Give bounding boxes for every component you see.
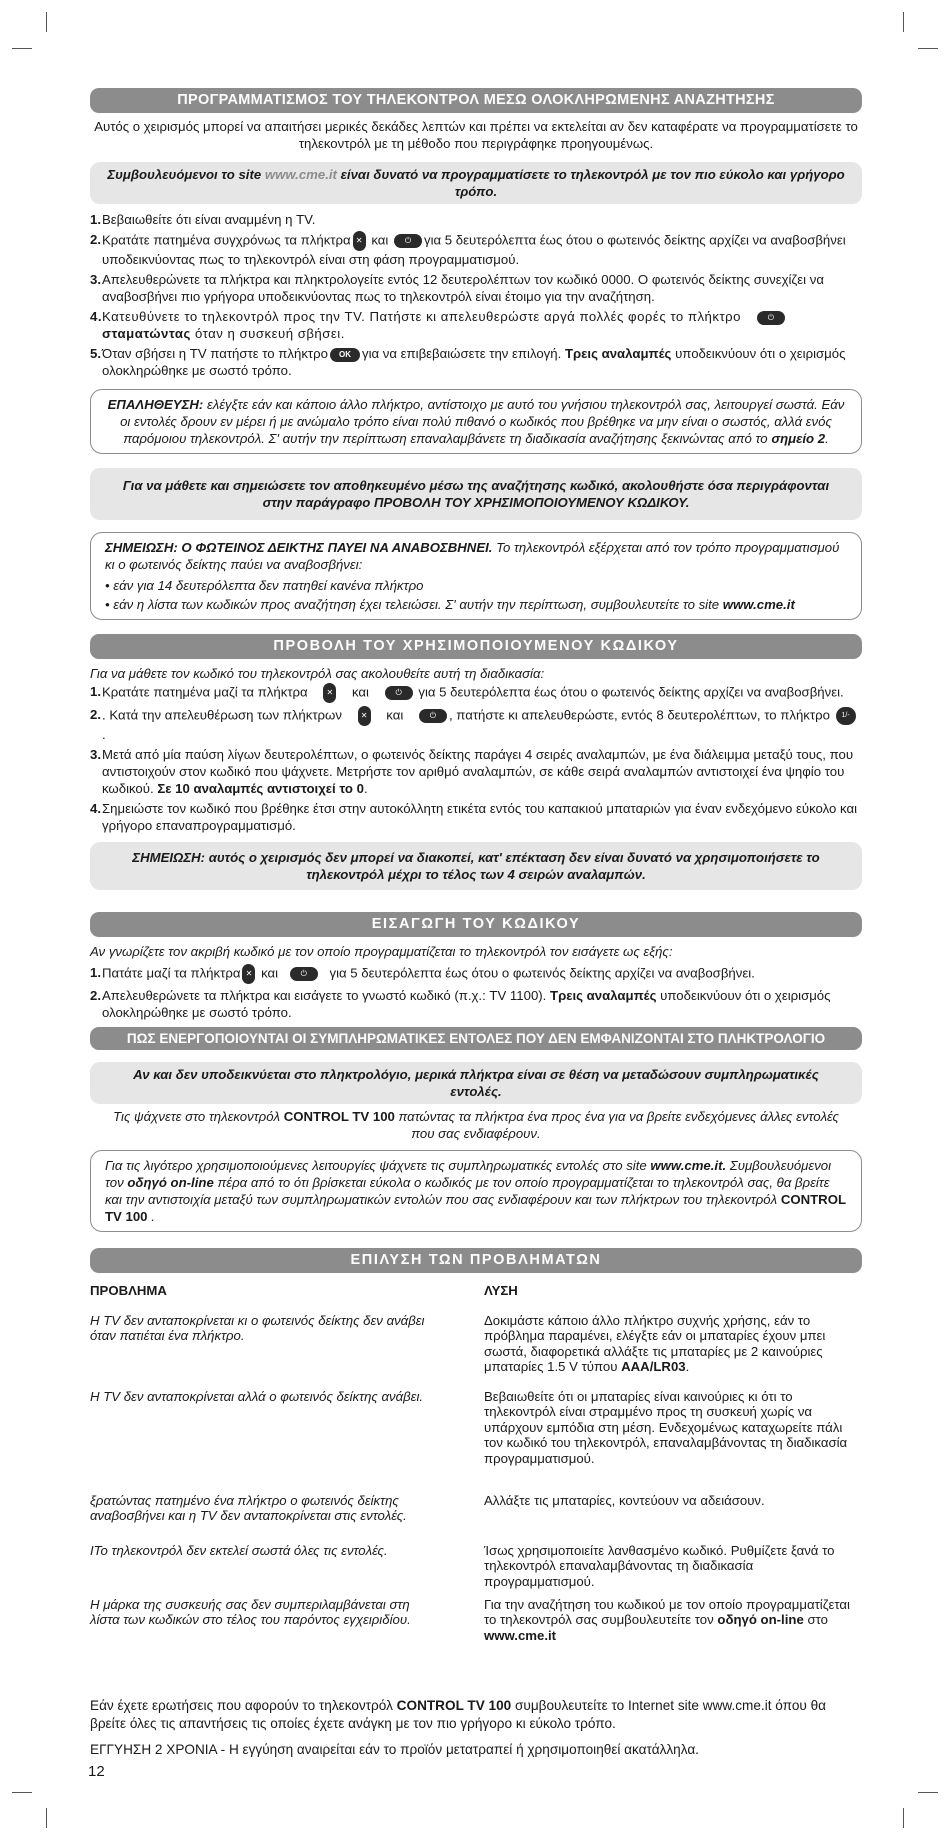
full-search-steps (90, 211, 862, 379)
crop-mark (12, 48, 32, 49)
section-title-view-code: ΠΡΟΒΟΛΗ ΤΟΥ ΧΡΗΣΙΜΟΠΟΙΟΥΜΕΝΟΥ ΚΩΔΙΚΟΥ (90, 634, 862, 659)
section-title-troubleshooting: ΕΠΙΛΥΣΗ ΤΩΝ ΠΡΟΒΛΗΜΑΤΩΝ (90, 1248, 862, 1273)
power-button-icon: ⏻ (419, 709, 447, 723)
step-3: 3. Απελευθερώνετε τα πλήκτρα και πληκτρολογείτε εντός 12 δευτερολέπτων τον κωδικό 0000. Ο φωτεινός δείκτης συνεχίζει να αναβοσβήνει πιο γρήγορα υποδεικνύοντας πως το τηλεκοντρόλ είναι έτοιμο για την αναζήτηση. (90, 272, 824, 304)
crop-mark (903, 1808, 904, 1828)
step-1: 1. Πατάτε μαζί τα πλήκτρα ✕ και ⏻ για 5 δευτερόλεπτα έως ότου ο φωτεινός δείκτης αρχίζει να αναβοσβήνει. (90, 964, 862, 984)
crop-mark (12, 1792, 32, 1793)
verification-box: ΕΠΑΛΗΘΕΥΣΗ: ελέγξτε εάν και κάποιο άλλο πλήκτρο, αντίστοιχο με αυτό του γνήσιου τηλεκοντρόλ σας, λειτουργεί σωστά. Εάν οι εντολές δρουν εν μέρει ή με ανώμαλο τρόπο είναι πολύ πιθανό ο κωδικός που βρέθηκε να μην είναι ο σωστός, αλλά ενός παρόμοιου τηλεκοντρόλ. Σ' αυτήν την περίπτωση επαναλαμβάνετε τη διαδικασία αναζήτησης ξεκινώντας από το σημείο 2. (90, 389, 862, 454)
online-guide-box: Για τις λιγότερο χρησιμοποιούμενες λειτουργίες ψάχνετε τις συμπληρωματικές εντολές στο site www.cme.it. Συμβουλευόμενοι τον οδηγό on-line πέρα από το ότι βρίσκεται εύκολα ο κωδικός με τον οποίο προγραμματίζεται το τηλεκοντρόλ σας, θα βρείτε και την αντιστοιχία μεταξύ των συμπληρωματικών εντολών που σας ενδιαφέρουν και των πλήκτρων του τηλεκοντρόλ CONTROL TV 100 . (90, 1150, 862, 1232)
full-search-intro: Αυτός ο χειρισμός μπορεί να απαιτήσει μερικές δεκάδες λεπτών και πρέπει να εκτελείται αν δεν καταφέρατε να προγραμματίσετε το τηλεκοντρόλ με τη μέθοδο που περιγράφηκε προηγουμένως. (94, 119, 858, 151)
crop-mark (46, 1808, 47, 1828)
troubleshooting-row: Η TV δεν ανταποκρίνεται αλλά ο φωτεινός δείκτης ανάβει. Βεβαιωθείτε ότι οι μπαταρίες είναι καινούριες κι ότι το τηλεκοντρόλ είναι στραμμένο προς τη συσκευή χωρίς να υπάρχουν εμπόδια στη μέση. Ενδεχομένως καταχωρείτε πάλι τον κωδικό του τηλεκοντρόλ, επαναλαμβάνοντας τη διαδικασία προγραμματισμού. (90, 1388, 848, 1466)
step-1: 1. Βεβαιωθείτε ότι είναι αναμμένη η TV. (90, 212, 316, 227)
step-4: 4. Κατευθύνετε το τηλεκοντρόλ προς την TV. Πατήστε κι απελευθερώστε αργά πολλές φορές το πλήκτρο ⏻ σταματώντας όταν η συσκευή σβήσει. (90, 308, 862, 342)
mute-button-icon: ✕ (358, 706, 371, 726)
site-link[interactable]: www.cme.it (264, 167, 337, 182)
step-2: 2. Απελευθερώνετε τα πλήκτρα και εισάγετε το γνωστό κωδικό (π.χ.: TV 1100). Τρεις αναλαμπές υποδεικνύουν ότι ο χειρισμός ολοκληρώθηκε με σωστό τρόπο. (90, 988, 831, 1020)
site-link[interactable]: www.cme.it. (650, 1158, 727, 1173)
crop-mark (903, 12, 904, 32)
troubleshooting-row: ΙΤο τηλεκοντρόλ δεν εκτελεί σωστά όλες τις εντολές. Ίσως χρησιμοποιείτε λανθασμένο κωδικό. Ρυθμίζετε ξανά το τηλεκοντρόλ επαναλαμβάνοντας τη διαδικασία προγραμματισμού. (90, 1542, 835, 1589)
view-code-note: ΣΗΜΕΙΩΣΗ: αυτός ο χειρισμός δεν μπορεί να διακοπεί, κατ' επέκταση δεν είναι δυνατό να χρησιμοποιήσετε το τηλεκοντρόλ μέχρι το τέλος των 4 σειρών αναλαμπών. (90, 842, 862, 890)
extra-commands-highlight: Αν και δεν υποδεικνύεται στο πληκτρολόγιο, μερικά πλήκτρα είναι σε θέση να μεταδώσουν συμπληρωματικές εντολές. (90, 1062, 862, 1104)
view-code-intro: Για να μάθετε τον κωδικό του τηλεκοντρόλ σας ακολουθείτε αυτή τη διαδικασία: (90, 666, 545, 681)
learn-code-box: Για να μάθετε και σημειώσετε τον αποθηκευμένο μέσω της αναζήτησης κωδικό, ακολουθήστε όσα περιγράφονται στην παράγραφο ΠΡΟΒΟΛΗ ΤΟΥ ΧΡΗΣΙΜΟΠΟΙΟΥΜΕΝΟΥ ΚΩΔΙΚΟΥ. (90, 468, 862, 520)
digit-ten-button-icon: 1/- (836, 707, 856, 725)
section-title-full-search: ΠΡΟΓΡΑΜΜΑΤΙΣΜΟΣ ΤΟΥ ΤΗΛΕΚΟΝΤΡΟΛ ΜΕΣΩ ΟΛΟΚΛΗΡΩΜΕΝΗΣ ΑΝΑΖΗΤΗΣΗΣ (90, 88, 862, 113)
site-link[interactable]: www.cme.it (484, 1627, 557, 1643)
power-button-icon: ⏻ (394, 234, 422, 248)
power-button-icon: ⏻ (385, 686, 413, 700)
solution-column-header: ΛΥΣΗ (484, 1283, 518, 1298)
section-title-enter-code: ΕΙΣΑΓΩΓΗ ΤΟΥ ΚΩΔΙΚΟΥ (90, 912, 862, 937)
footer-warranty: ΕΓΓΥΗΣΗ 2 ΧΡΟΝΙΑ - Η εγγύηση αναιρείται εάν το προϊόν μετατραπεί ή χρησιμοποιηθεί ακατάλληλα. (90, 1741, 699, 1757)
page-number: 12 (88, 1763, 105, 1780)
enter-code-intro: Αν γνωρίζετε τον ακριβή κωδικό με τον οποίο προγραμματίζεται το τηλεκοντρόλ τον εισάγετε ως εξής: (90, 944, 673, 959)
power-button-icon: ⏻ (290, 967, 318, 981)
troubleshooting-row: ξρατώντας πατημένο ένα πλήκτρο ο φωτεινός δείκτης αναβοσβήνει και η TV δεν ανταποκρίνεται στις εντολές. Αλλάξτε τις μπαταρίες, κοντεύουν να αδειάσουν. (90, 1492, 765, 1523)
troubleshooting-header (90, 1283, 862, 1299)
site-hint-box: Συμβουλευόμενοι το site www.cme.it είναι δυνατό να προγραμματίσετε το τηλεκοντρόλ με τον πιο εύκολο και γρήγορο τρόπο. (90, 162, 862, 204)
site-link[interactable]: www.cme.it (722, 597, 795, 612)
power-button-icon: ⏻ (757, 311, 785, 325)
crop-mark (918, 1792, 938, 1793)
mute-button-icon: ✕ (242, 964, 255, 984)
troubleshooting-row: Η μάρκα της συσκευής σας δεν συμπεριλαμβάνεται στη λίστα των κωδικών στο τέλος του παρόντος εγχειριδίου. Για την αναζήτηση του κωδικού με τον οποίο προγραμματίζεται το τηλεκοντρόλ σας συμβουλευτείτε τον οδηγό on-line στο www.cme.it (90, 1596, 850, 1643)
crop-mark (918, 48, 938, 49)
step-3: 3. Μετά από μία παύση λίγων δευτερολέπτων, ο φωτεινός δείκτης παράγει 4 σειρές αναλαμπών, με ένα διάλειμμα μεταξύ τους, που αντιστοιχούν στον κωδικό που ψάχνετε. Μετρήστε τον αριθμό αναλαμπών, σε κάθε σειρά αναλαμπών αντιστοιχεί ένα ψηφίο του κωδικού. Σε 10 αναλαμπές αντιστοιχεί το 0. (90, 747, 854, 796)
problem-column-header: ΠΡΟΒΛΗΜΑ (90, 1283, 167, 1298)
step-4: 4. Σημειώστε τον κωδικό που βρέθηκε έτσι στην αυτοκόλλητη ετικέτα εντός του καπακιού μπαταριών για έναν ενδεχόμενο εύκολο και γρήγορο επαναπρογραμματισμό. (90, 801, 858, 833)
step-5: 5. Όταν σβήσει η TV πατήστε το πλήκτρο OK για να επιβεβαιώσετε την επιλογή. Τρεις αναλαμπές υποδεικνύουν ότι ο χειρισμός ολοκληρώθηκε με σωστό τρόπο. (90, 346, 846, 378)
extra-commands-search: Τις ψάχνετε στο τηλεκοντρόλ CONTROL TV 100 πατώντας τα πλήκτρα ένα προς ένα για να βρείτε ενδεχόμενες άλλες εντολές που σας ενδιαφέρουν. (113, 1109, 839, 1141)
step-2: 2. Κρατάτε πατημένα συγχρόνως τα πλήκτρα ✕ και ⏻ για 5 δευτερόλεπτα έως ότου ο φωτεινός δείκτης αρχίζει να αναβοσβήνει υποδεικνύοντας πως το τηλεκοντρόλ είναι στη φάση προγραμματισμού. (90, 232, 846, 267)
led-note-box: ΣΗΜΕΙΩΣΗ: Ο ΦΩΤΕΙΝΟΣ ΔΕΙΚΤΗΣ ΠΑΥΕΙ ΝΑ ΑΝΑΒΟΣΒΗΝΕΙ. Το τηλεκοντρόλ εξέρχεται από τον τρόπο προγραμματισμού κι ο φωτεινός δείκτης παύει να αναβοσβήνει: • εάν για 14 δευτερόλεπτα δεν πατηθεί κανένα πλήκτρο • εάν η λίστα των κωδικών προς αναζήτηση έχει τελειώσει. Σ' αυτήν την περίπτωση, συμβουλευτείτε το site www.cme.it (90, 532, 862, 620)
step-2: 2. . Κατά την απελευθέρωση των πλήκτρων ✕ και ⏻ , πατήστε κι απελευθερώστε, εντός 8 δευτερολέπτων, το πλήκτρο 1/- . (90, 706, 862, 743)
footer-questions: Εάν έχετε ερωτήσεις που αφορούν το τηλεκοντρόλ CONTROL TV 100 συμβουλευτείτε το Internet site www.cme.it όπου θα βρείτε όλες τις απαντήσεις τις οποίες έχετε ανάγκη με τον πιο γρήγορο κι εύκολο τρόπο. (90, 1697, 827, 1731)
enter-code-steps (90, 964, 862, 1021)
page-content (90, 88, 862, 1759)
step-1: 1. Κρατάτε πατημένα μαζί τα πλήκτρα ✕ και ⏻ για 5 δευτερόλεπτα έως ότου ο φωτεινός δείκτης αρχίζει να αναβοσβήνει. (90, 683, 862, 703)
crop-mark (46, 12, 47, 32)
section-title-extra-commands: ΠΩΣ ΕΝΕΡΓΟΠΟΙΟΥΝΤΑΙ ΟΙ ΣΥΜΠΛΗΡΩΜΑΤΙΚΕΣ ΕΝΤΟΛΕΣ ΠΟΥ ΔΕΝ ΕΜΦΑΝΙΖΟΝΤΑΙ ΣΤΟ ΠΛΗΚΤΡΟΛΟΓΙΟ (90, 1027, 862, 1050)
mute-button-icon: ✕ (323, 683, 336, 703)
ok-button-icon: OK (330, 348, 360, 362)
view-code-steps (90, 683, 862, 834)
troubleshooting-row: Η TV δεν ανταποκρίνεται κι ο φωτεινός δείκτης δεν ανάβει όταν πατιέται ένα πλήκτρο. Δοκιμάστε κάποιο άλλο πλήκτρο συχνής χρήσης, εάν το πρόβλημα παραμένει, ελέγξτε εάν οι μπαταρίες έχουν μπει σωστά, διαφορετικά αλλάξτε τις μπαταρίες με 2 καινούριες μπαταρίες 1.5 V τύπου AAA/LR03. (90, 1312, 826, 1374)
mute-button-icon: ✕ (353, 231, 366, 251)
